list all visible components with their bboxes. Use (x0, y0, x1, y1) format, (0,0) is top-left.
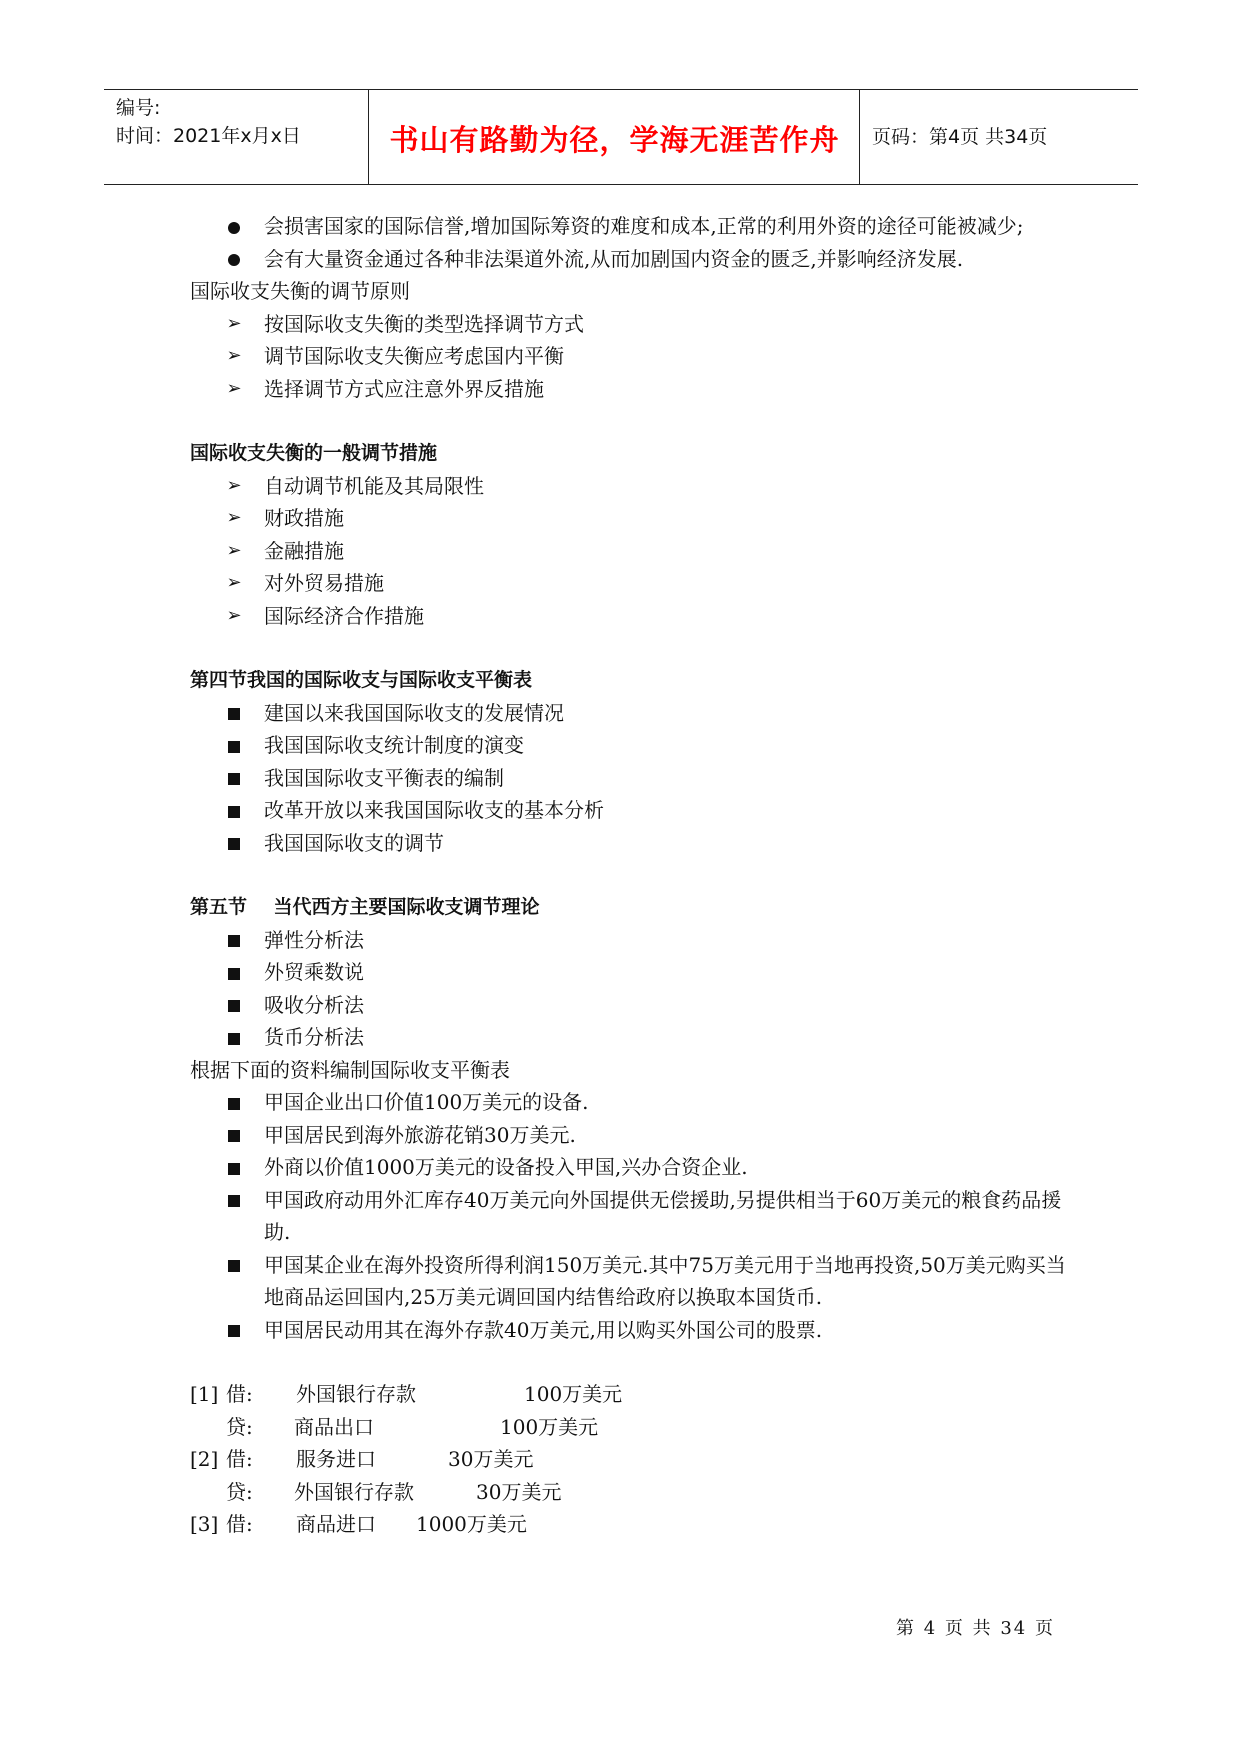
list-item: 改革开放以来我国国际收支的基本分析 (190, 794, 1070, 827)
list-item: ➢ 自动调节机能及其局限性 (190, 470, 1070, 503)
header-page-code: 页码：第4页 共34页 (872, 126, 1048, 148)
list-item: 货币分析法 (190, 1021, 1070, 1054)
arrow-bullet-icon: ➢ (226, 572, 242, 593)
list-item: 外商以价值1000万美元的设备投入甲国,兴办合资企业. (190, 1151, 1070, 1184)
list-item: 会损害国家的国际信誉,增加国际筹资的难度和成本,正常的利用外资的途径可能被减少; (190, 210, 1070, 243)
arrow-bullet-icon: ➢ (226, 604, 242, 626)
square-bullet-icon (224, 989, 244, 1022)
entry-side: 借: (226, 1447, 253, 1471)
square-bullet-icon (224, 956, 244, 989)
entry-amount: 100万美元 (500, 1414, 599, 1439)
journal-entry (190, 1508, 1070, 1541)
page-header (104, 89, 1138, 185)
bullet-dot-icon (224, 243, 244, 276)
list-item: 我国国际收支的调节 (190, 827, 1070, 860)
header-meta (116, 94, 301, 150)
paragraph: 国际收支失衡的调节原则 (190, 279, 410, 303)
entry-index: [3] (190, 1512, 219, 1536)
list-item: 我国国际收支统计制度的演变 (190, 729, 1070, 762)
number-label: 编号: (116, 97, 161, 119)
square-bullet-icon (224, 1184, 244, 1217)
square-bullet-icon (224, 1151, 244, 1184)
journal-entry (190, 1476, 1070, 1509)
journal-entry (190, 1443, 1070, 1476)
section-heading: 第四节我国的国际收支与国际收支平衡表 (190, 669, 533, 691)
list-item: 弹性分析法 (190, 924, 1070, 957)
list-item: ➢ 财政措施 (190, 502, 1070, 535)
journal-entry (190, 1378, 1070, 1411)
list-item: ➢ 调节国际收支失衡应考虑国内平衡 (190, 340, 1070, 373)
arrow-bullet-icon: ➢ (226, 474, 242, 496)
list-item: ➢ 金融措施 (190, 535, 1070, 568)
list-item: ➢ 按国际收支失衡的类型选择调节方式 (190, 308, 1070, 341)
list-item: ➢ 对外贸易措施 (190, 567, 1070, 600)
square-bullet-icon (224, 827, 244, 860)
header-divider (859, 90, 860, 184)
journal-entry (190, 1411, 1070, 1444)
list-item: ➢ 国际经济合作措施 (190, 600, 1070, 633)
header-motto: 书山有路勤为径，学海无涯苦作舟 (389, 123, 840, 157)
entry-amount: 100万美元 (524, 1382, 623, 1406)
entry-account: 外国银行存款 (296, 1382, 416, 1406)
header-divider (368, 90, 369, 184)
square-bullet-icon (224, 1314, 244, 1347)
entry-side: 贷: (226, 1479, 253, 1504)
list-item: 吸收分析法 (190, 989, 1070, 1022)
list-item: 甲国企业出口价值100万美元的设备. (190, 1086, 1070, 1119)
list-item: ➢ 选择调节方式应注意外界反措施 (190, 373, 1070, 406)
entry-account: 服务进口 (296, 1447, 376, 1471)
arrow-bullet-icon: ➢ (226, 377, 242, 399)
square-bullet-icon (224, 729, 244, 762)
list-item: 建国以来我国国际收支的发展情况 (190, 697, 1070, 730)
arrow-bullet-icon: ➢ (226, 345, 242, 366)
entry-account: 外国银行存款 (294, 1479, 414, 1504)
list-item: 甲国居民动用其在海外存款40万美元,用以购买外国公司的股票. (190, 1314, 1070, 1347)
arrow-bullet-icon: ➢ (226, 312, 242, 334)
square-bullet-icon (224, 697, 244, 730)
entry-account: 商品进口 (296, 1512, 376, 1536)
square-bullet-icon (224, 794, 244, 827)
section-heading: 国际收支失衡的一般调节措施 (190, 442, 438, 464)
square-bullet-icon (224, 924, 244, 957)
entry-account: 商品出口 (294, 1414, 374, 1439)
square-bullet-icon (224, 1249, 244, 1282)
list-item: 甲国居民到海外旅游花销30万美元. (190, 1119, 1070, 1152)
time-label: 时间：2021年x月x日 (116, 125, 301, 147)
entry-amount: 1000万美元 (416, 1512, 527, 1536)
section-heading: 第五节 当代西方主要国际收支调节理论 (190, 896, 540, 918)
entry-index: [1] (190, 1382, 219, 1406)
entry-amount: 30万美元 (476, 1479, 562, 1504)
arrow-bullet-icon: ➢ (226, 539, 242, 561)
page-footer: 第 4 页 共 34 页 (896, 1618, 1055, 1639)
entry-amount: 30万美元 (448, 1447, 534, 1471)
bullet-dot-icon (224, 210, 244, 243)
document-body (190, 210, 1070, 1541)
entry-index: [2] (190, 1447, 219, 1471)
list-item: 会有大量资金通过各种非法渠道外流,从而加剧国内资金的匮乏,并影响经济发展. (190, 243, 1070, 276)
square-bullet-icon (224, 1119, 244, 1152)
entry-side: 贷: (226, 1414, 253, 1439)
list-item: 我国国际收支平衡表的编制 (190, 762, 1070, 795)
square-bullet-icon (224, 762, 244, 795)
entry-side: 借: (226, 1382, 253, 1406)
entry-side: 借: (226, 1512, 253, 1536)
paragraph: 根据下面的资料编制国际收支平衡表 (190, 1057, 510, 1082)
list-item: 外贸乘数说 (190, 956, 1070, 989)
list-item: 甲国政府动用外汇库存40万美元向外国提供无偿援助,另提供相当于60万美元的粮食药品援助. (190, 1184, 1070, 1249)
square-bullet-icon (224, 1021, 244, 1054)
arrow-bullet-icon: ➢ (226, 507, 242, 528)
list-item: 甲国某企业在海外投资所得利润150万美元.其中75万美元用于当地再投资,50万美元购买当地商品运回国内,25万美元调回国内结售给政府以换取本国货币. (190, 1249, 1070, 1314)
square-bullet-icon (224, 1086, 244, 1119)
